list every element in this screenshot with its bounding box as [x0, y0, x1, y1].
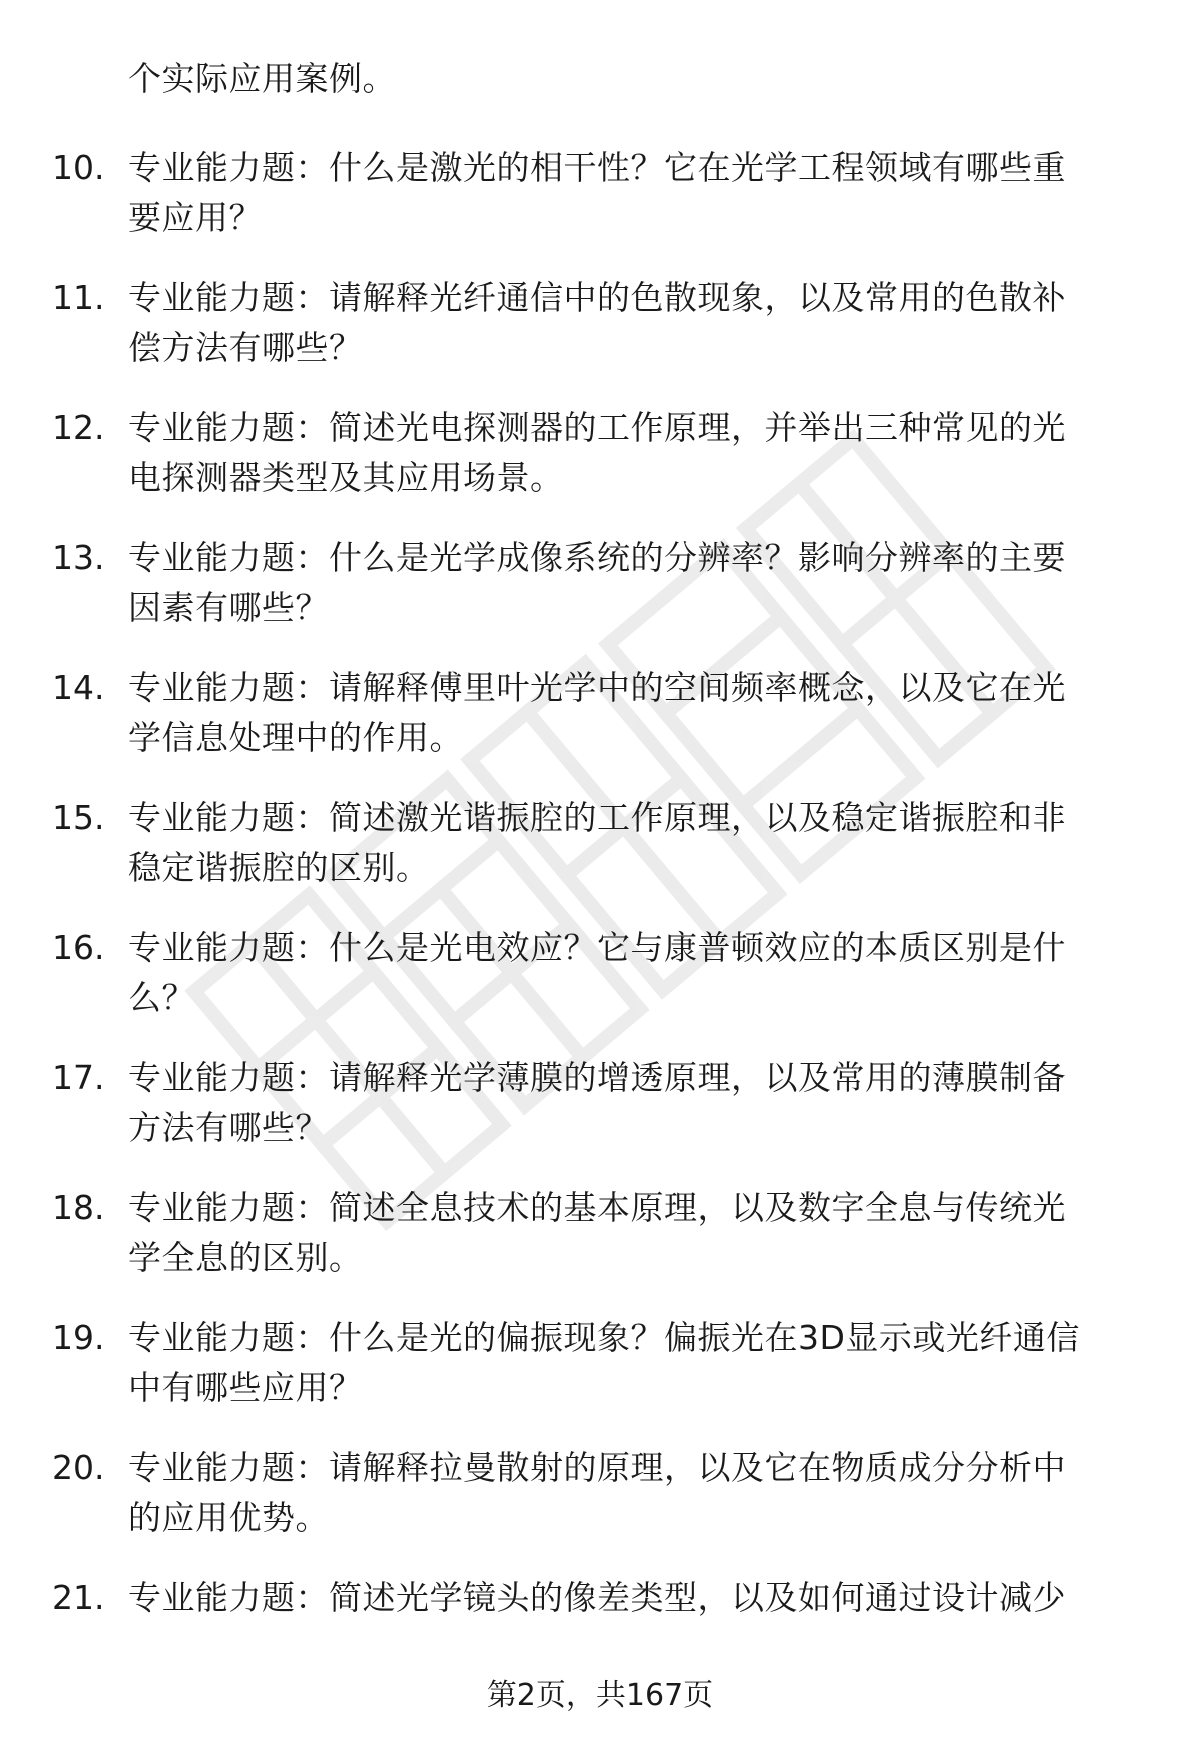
question-number: 12. — [52, 408, 105, 447]
question-text — [128, 1183, 1148, 1283]
question-item — [0, 1443, 1200, 1573]
question-text — [128, 793, 1148, 893]
question-text-line: 专业能力题：请解释傅里叶光学中的空间频率概念，以及它在光 — [128, 668, 1066, 707]
question-text — [128, 923, 1148, 1023]
question-item — [0, 273, 1200, 403]
question-text — [128, 1443, 1148, 1543]
question-item — [0, 923, 1200, 1053]
question-text — [128, 663, 1148, 763]
question-text — [128, 403, 1148, 503]
question-item — [0, 1313, 1200, 1443]
question-text — [128, 1313, 1148, 1413]
continuation-text: 个实际应用案例。 — [128, 59, 396, 98]
question-text-line: 专业能力题：请解释光学薄膜的增透原理，以及常用的薄膜制备 — [128, 1058, 1066, 1097]
question-text — [128, 143, 1148, 243]
question-text — [128, 1053, 1148, 1153]
question-number: 15. — [52, 798, 105, 837]
question-text-line: 专业能力题：请解释光纤通信中的色散现象，以及常用的色散补 — [128, 278, 1066, 317]
question-text — [128, 533, 1148, 633]
question-number: 10. — [52, 148, 105, 187]
question-number: 16. — [52, 928, 105, 967]
page-footer: 第2页，共167页 — [486, 1678, 714, 1713]
question-text — [128, 273, 1148, 373]
question-text-line: 的应用优势。 — [128, 1498, 329, 1537]
question-number: 14. — [52, 668, 105, 707]
question-text-line: 学信息处理中的作用。 — [128, 718, 463, 757]
question-text-line: 专业能力题：什么是光的偏振现象？偏振光在3D显示或光纤通信 — [128, 1318, 1080, 1357]
question-number: 19. — [52, 1318, 105, 1357]
question-text-line: 因素有哪些？ — [128, 588, 329, 627]
question-text-line: 专业能力题：请解释拉曼散射的原理，以及它在物质成分分析中 — [128, 1448, 1066, 1487]
question-text-line: 要应用？ — [128, 198, 262, 237]
question-text-line: 稳定谐振腔的区别。 — [128, 848, 430, 887]
question-text-line: 专业能力题：简述全息技术的基本原理，以及数字全息与传统光 — [128, 1188, 1066, 1227]
question-item — [0, 663, 1200, 793]
question-text-line: 专业能力题：什么是光电效应？它与康普顿效应的本质区别是什 — [128, 928, 1066, 967]
question-number: 20. — [52, 1448, 105, 1487]
question-number: 21. — [52, 1578, 105, 1617]
question-number: 18. — [52, 1188, 105, 1227]
question-text-line: 么？ — [128, 978, 195, 1017]
question-item — [0, 1053, 1200, 1183]
question-text-line: 方法有哪些？ — [128, 1108, 329, 1147]
question-list — [0, 143, 1200, 1703]
question-number: 17. — [52, 1058, 105, 1097]
question-text-line: 学全息的区别。 — [128, 1238, 363, 1277]
question-item — [0, 1183, 1200, 1313]
question-number: 11. — [52, 278, 105, 317]
question-text-line: 专业能力题：简述光电探测器的工作原理，并举出三种常见的光 — [128, 408, 1066, 447]
question-text-line: 电探测器类型及其应用场景。 — [128, 458, 564, 497]
question-text-line: 专业能力题：简述光学镜头的像差类型，以及如何通过设计减少 — [128, 1578, 1066, 1617]
question-item — [0, 403, 1200, 533]
question-text-line: 偿方法有哪些？ — [128, 328, 363, 367]
question-item — [0, 793, 1200, 923]
question-item — [0, 143, 1200, 273]
question-number: 13. — [52, 538, 105, 577]
question-item — [0, 533, 1200, 663]
question-text-line: 中有哪些应用？ — [128, 1368, 363, 1407]
question-text-line: 专业能力题：简述激光谐振腔的工作原理，以及稳定谐振腔和非 — [128, 798, 1066, 837]
question-text-line: 专业能力题：什么是激光的相干性？它在光学工程领域有哪些重 — [128, 148, 1066, 187]
question-text — [128, 1573, 1148, 1623]
question-text-line: 专业能力题：什么是光学成像系统的分辨率？影响分辨率的主要 — [128, 538, 1066, 577]
